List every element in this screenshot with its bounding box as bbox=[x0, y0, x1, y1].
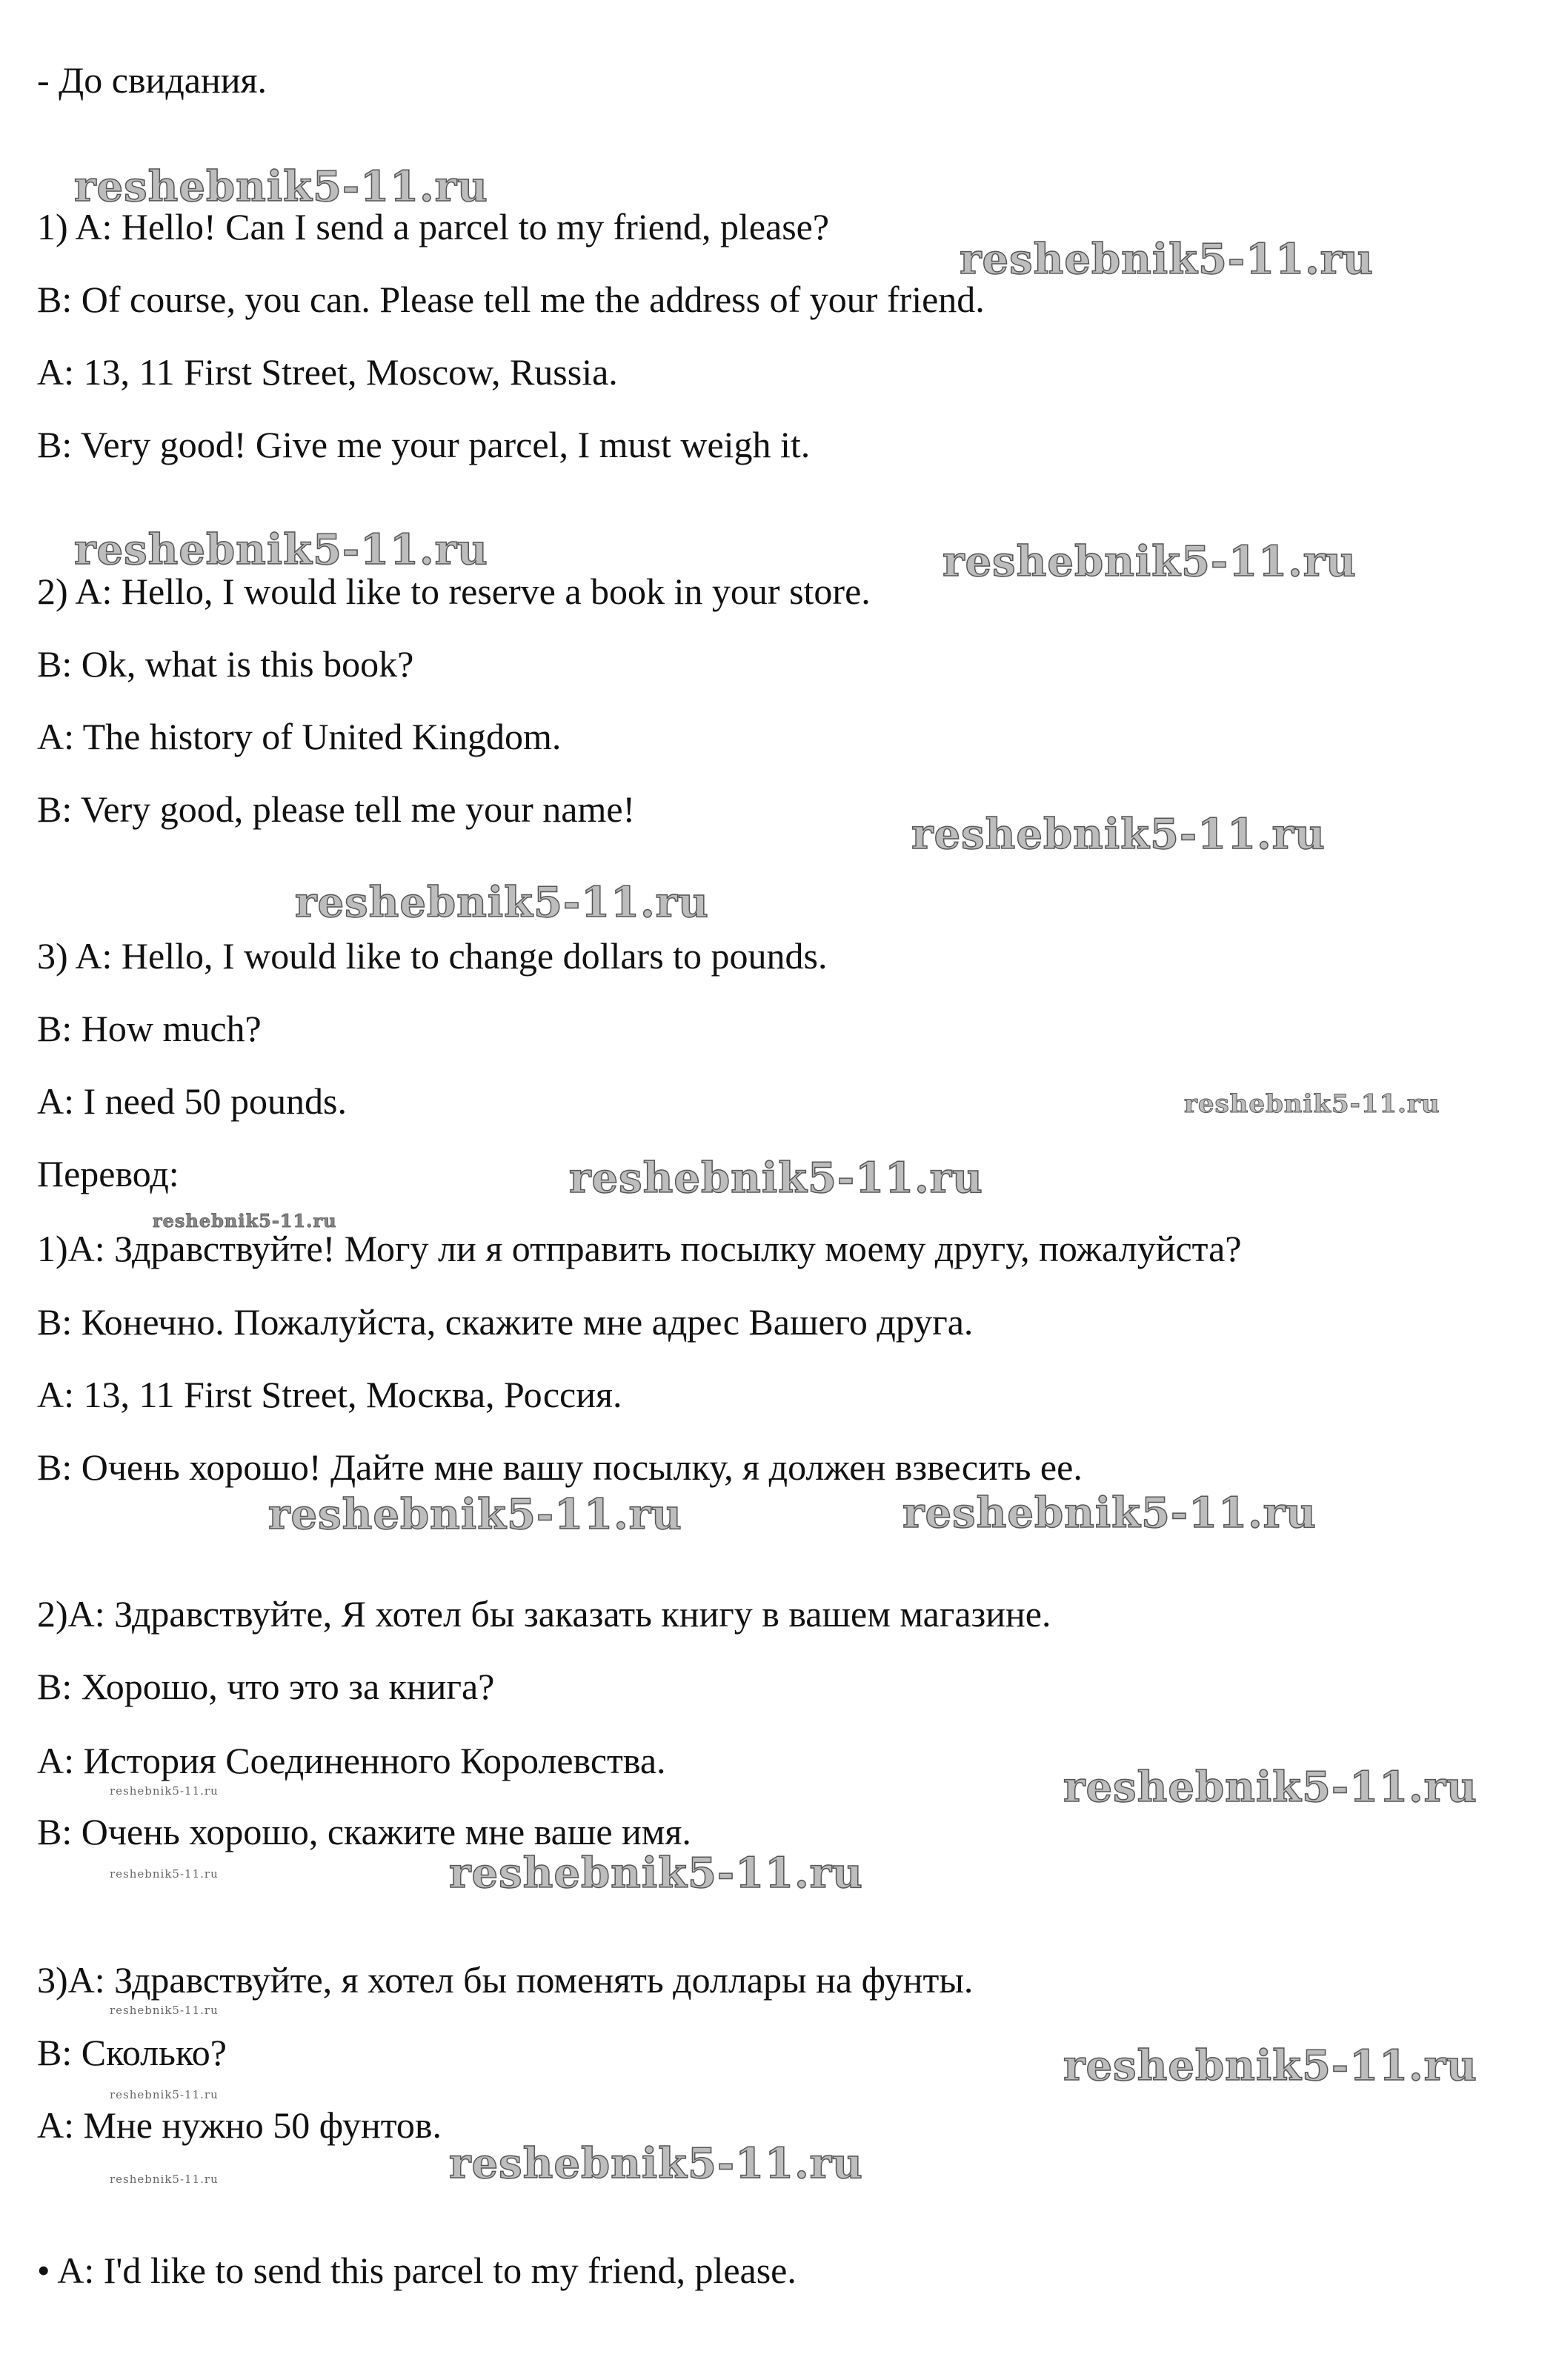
text-line: B: Хорошо, что это за книга? bbox=[37, 1666, 495, 1707]
text-line: B: Very good! Give me your parcel, I must weigh it. bbox=[37, 424, 811, 465]
text-line: B: Конечно. Пожалуйста, скажите мне адрес Вашего друга. bbox=[37, 1301, 974, 1343]
text-line: B: How much? bbox=[37, 1008, 262, 1049]
watermark: reshebnik5-11.ru bbox=[110, 2173, 219, 2186]
text-line: A: The history of United Kingdom. bbox=[37, 716, 562, 757]
text-line: B: Очень хорошо! Дайте мне вашу посылку, я должен взвесить ее. bbox=[37, 1446, 1083, 1488]
watermark: reshebnik5-11.ru bbox=[569, 1154, 983, 1203]
watermark: reshebnik5-11.ru bbox=[1184, 1089, 1440, 1119]
watermark: reshebnik5-11.ru bbox=[74, 162, 488, 211]
text-line: A: История Соединенного Королевства. bbox=[37, 1740, 666, 1781]
watermark: reshebnik5-11.ru bbox=[110, 2004, 219, 2017]
watermark: reshebnik5-11.ru bbox=[449, 2139, 863, 2188]
text-line: 1)A: Здравствуйте! Могу ли я отправить посылку моему другу, пожалуйста? bbox=[37, 1228, 1242, 1269]
text-line: B: Of course, you can. Please tell me the address of your friend. bbox=[37, 279, 985, 320]
text-line: B: Очень хорошо, скажите мне ваше имя. bbox=[37, 1811, 691, 1852]
watermark: reshebnik5-11.ru bbox=[902, 1489, 1317, 1538]
text-line: Перевод: bbox=[37, 1153, 179, 1194]
text-line: 1) A: Hello! Can I send a parcel to my friend, please? bbox=[37, 206, 830, 247]
text-line: - До свидания. bbox=[37, 59, 267, 101]
watermark: reshebnik5-11.ru bbox=[1063, 1763, 1477, 1812]
text-line: 2)A: Здравствуйте, Я хотел бы заказать книгу в вашем магазине. bbox=[37, 1593, 1051, 1635]
watermark: reshebnik5-11.ru bbox=[153, 1210, 337, 1231]
watermark: reshebnik5-11.ru bbox=[911, 810, 1326, 859]
watermark: reshebnik5-11.ru bbox=[74, 525, 488, 574]
watermark: reshebnik5-11.ru bbox=[295, 878, 709, 927]
text-line: B: Ok, what is this book? bbox=[37, 643, 414, 685]
text-line: A: 13, 11 First Street, Moscow, Russia. bbox=[37, 351, 618, 393]
watermark: reshebnik5-11.ru bbox=[1063, 2041, 1477, 2090]
watermark: reshebnik5-11.ru bbox=[110, 1784, 219, 1798]
text-line: • A: I'd like to send this parcel to my friend, please. bbox=[37, 2250, 797, 2291]
text-line: 3)A: Здравствуйте, я хотел бы поменять доллары на фунты. bbox=[37, 1959, 974, 2001]
text-line: B: Сколько? bbox=[37, 2032, 227, 2073]
watermark: reshebnik5-11.ru bbox=[268, 1490, 682, 1539]
text-line: A: 13, 11 First Street, Москва, Россия. bbox=[37, 1374, 622, 1415]
watermark: reshebnik5-11.ru bbox=[110, 2088, 219, 2101]
watermark: reshebnik5-11.ru bbox=[449, 1849, 863, 1898]
text-line: B: Very good, please tell me your name! bbox=[37, 788, 636, 830]
watermark: reshebnik5-11.ru bbox=[110, 1867, 219, 1881]
text-line: 2) A: Hello, I would like to reserve a book in your store. bbox=[37, 571, 871, 612]
watermark: reshebnik5-11.ru bbox=[960, 235, 1374, 284]
text-line: A: I need 50 pounds. bbox=[37, 1080, 347, 1122]
text-line: A: Мне нужно 50 фунтов. bbox=[37, 2104, 442, 2146]
text-line: 3) A: Hello, I would like to change dollars to pounds. bbox=[37, 935, 828, 977]
watermark: reshebnik5-11.ru bbox=[942, 537, 1357, 586]
